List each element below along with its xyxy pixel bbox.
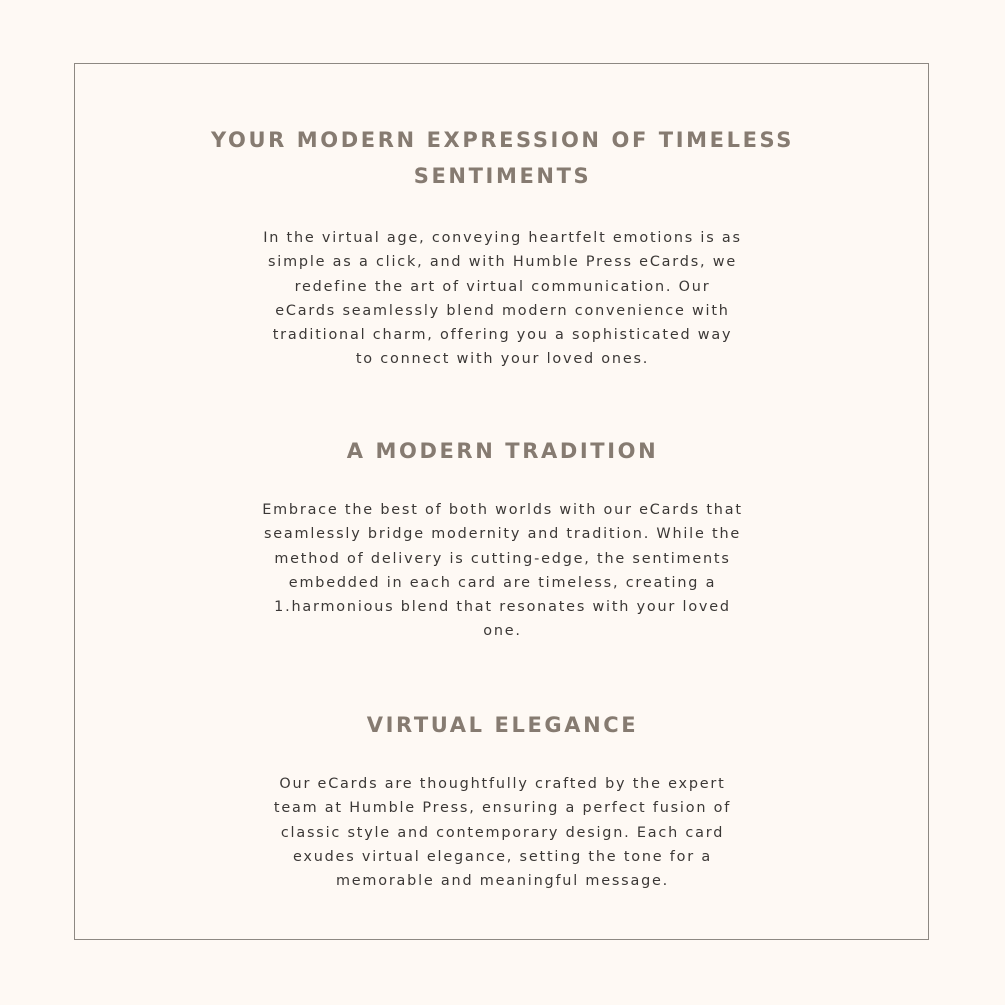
section-virtual-elegance [0,707,1005,893]
section-heading: A MODERN TRADITION [346,439,659,463]
section-heading: YOUR MODERN EXPRESSION OF TIMELESS SENTIMENTS [210,128,795,188]
section-modern-tradition [0,433,1005,644]
section-body: In the virtual age, conveying heartfelt emotions is as simple as a click, and with Humble Press eCards, we redefine the art of virtual communication. Our eCards seamlessly blend modern convenience with traditional charm, offering you a sophisticated way to connect with your loved ones. [263,230,742,368]
section-body: Our eCards are thoughtfully crafted by the expert team at Humble Press, ensuring a perfect fusion of classic style and contemporary design. Each card exudes virtual elegance, setting the tone for a memorable and meaningful message. [273,776,732,890]
section-body: Embrace the best of both worlds with our eCards that seamlessly bridge modernity and tradition. While the method of delivery is cutting-edge, the sentiments embedded in each card are timeless, creating a 1.harmonious blend that resonates with your loved one. [262,502,743,640]
section-timeless-sentiments [0,122,1005,372]
section-heading: VIRTUAL ELEGANCE [366,713,639,737]
